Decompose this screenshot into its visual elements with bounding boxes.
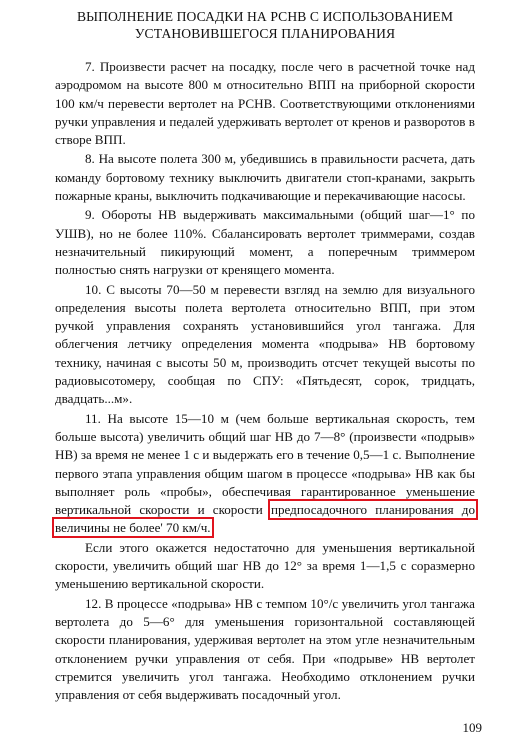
section-title-line-2: УСТАНОВИВШЕГОСЯ ПЛАНИРОВАНИЯ (134, 26, 396, 41)
paragraph-9: 9. Обороты НВ выдерживать максимальными (общий шаг—1° по УШВ), но не более 110%. Сбалансировать вертолет триммерами, создав незначительный пикирующий момент, а поперечным триммером полностью снять нагрузки от кренящего момента. (55, 207, 475, 278)
paragraph-7: 7. Произвести расчет на посадку, после чего в расчетной точке над аэродромом на высоте 800 м относительно ВПП на приборной скорости 100 км/ч перевести вертолет на РСНВ. Соответствующими отклонениями ручки управления и педалей удерживать вертолет от кренов и разворотов в створе ВПП. (55, 59, 475, 148)
paragraph-11 (55, 410, 475, 538)
paragraph-8: 8. На высоте полета 300 м, убедившись в правильности расчета, дать команду бортовому технику выключить двигатели стоп-кранами, закрыть пожарные краны, выключить подкачивающие и перекачивающие насосы. (55, 151, 475, 204)
highlighted-text: предпосадочного планирования до величины не более' 70 км/ч. (55, 502, 475, 536)
document-page (55, 8, 475, 705)
paragraph-12: 12. В процессе «подрыва» НВ с темпом 10°/с увеличить угол тангажа вертолета до 5—6° для уменьшения горизонтальной составляющей скорости планирования, удерживая вертолет на этом угле незначительным отклонением ручки управления от себя. При «подрыве» НВ вертолет стремится увеличить угол тангажа. Необходимо отклонением ручки управления от себя выдерживать посадочный угол. (55, 595, 475, 703)
paragraph-11-continuation: Если этого окажется недостаточно для уменьшения вертикальной скорости, увеличить общий шаг НВ до 12° за время 1—1,5 с соразмерно уменьшению вертикальной скорости. (55, 539, 475, 592)
paragraph-11-text: 11. На высоте 15—10 м (чем больше вертикальная скорость, тем больше высота) увеличить общий шаг НВ до 7—8° (произвести «подрыв» НВ) за время не менее 1 с и выдержать его в течение 0,5—1 с. Выполнение первого этапа управления общим шагом в процессе «подрыва» НВ как бы выполняет роль «пробы», обеспечивая гарантированное уменьшение вертикальной скорости и скорости (55, 410, 475, 518)
section-title (55, 8, 475, 42)
paragraph-10: 10. С высоты 70—50 м перевести взгляд на землю для визуального определения высоты полета вертолета относительно ВПП, при этом ручкой управления сохранять установившийся угол тангажа. Для облегчения летчику определения момента «подрыва» НВ бортовому технику, начиная с высоты 50 м, производить отсчет текущей высоты по радиовысотомеру, сообщая по СПУ: «Пятьдесят, сорок, тридцать, двадцать...м». (55, 281, 475, 407)
section-title-line-1: ВЫПОЛНЕНИЕ ПОСАДКИ НА РСНВ С ИСПОЛЬЗОВАНИЕМ (76, 9, 453, 24)
page-number: 109 (462, 720, 482, 735)
